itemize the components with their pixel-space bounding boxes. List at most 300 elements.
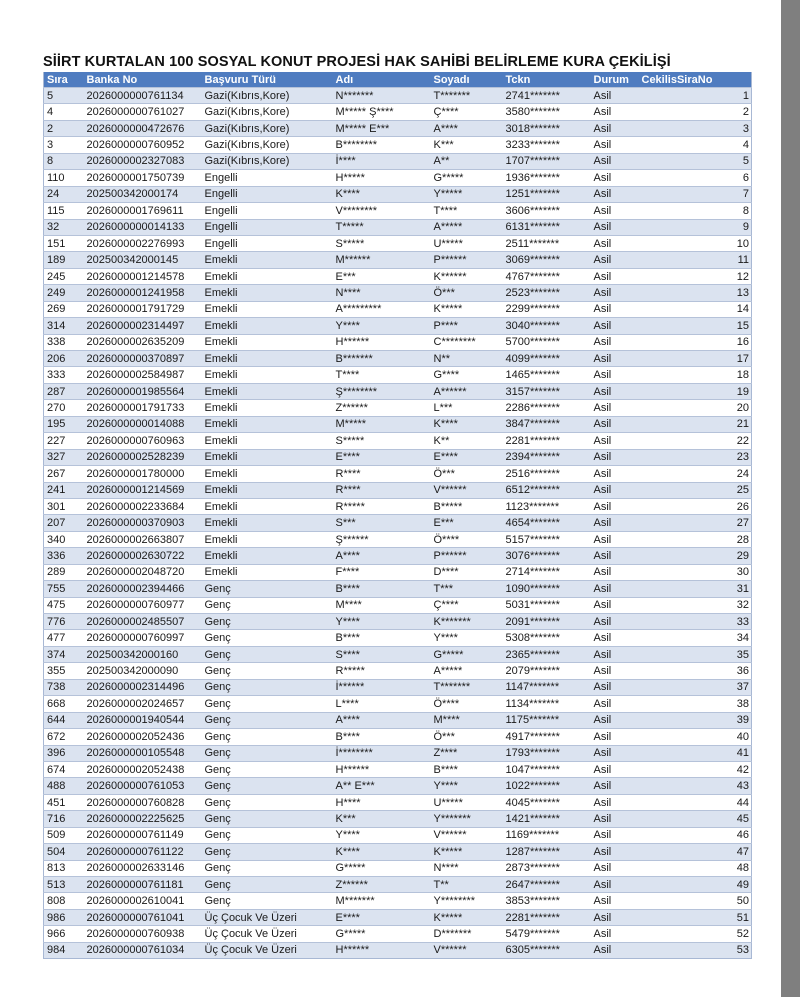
cell-basvuru-turu: Gazi(Kıbrıs,Kore) <box>202 88 333 104</box>
cell-durum: Asil <box>591 367 639 383</box>
cell-tckn: 4045******* <box>503 794 591 810</box>
cell-basvuru-turu: Genç <box>202 761 333 777</box>
table-row <box>44 203 752 219</box>
cell-durum: Asil <box>591 235 639 251</box>
cell-banka-no: 2026000001940544 <box>84 712 202 728</box>
cell-tckn: 4767******* <box>503 268 591 284</box>
cell-tckn: 5700******* <box>503 334 591 350</box>
cell-cekilis-sira-no: 19 <box>639 383 752 399</box>
table-row <box>44 383 752 399</box>
cell-adi: M******* <box>333 893 431 909</box>
cell-cekilis-sira-no: 47 <box>639 844 752 860</box>
cell-cekilis-sira-no: 9 <box>639 219 752 235</box>
cell-banka-no: 2026000000760938 <box>84 926 202 942</box>
cell-soyadi: K**** <box>431 416 503 432</box>
cell-banka-no: 2026000000105548 <box>84 745 202 761</box>
header-banka-no: Banka No <box>86 73 138 86</box>
cell-basvuru-turu: Engelli <box>202 219 333 235</box>
cell-durum: Asil <box>591 942 639 958</box>
cell-tckn: 1169******* <box>503 827 591 843</box>
cell-durum: Asil <box>591 564 639 580</box>
table-row <box>44 597 752 613</box>
table-row <box>44 334 752 350</box>
cell-basvuru-turu: Emekli <box>202 482 333 498</box>
cell-soyadi: G***** <box>431 170 503 186</box>
cell-tckn: 5031******* <box>503 597 591 613</box>
cell-durum: Asil <box>591 877 639 893</box>
cell-durum: Asil <box>591 252 639 268</box>
cell-tckn: 2647******* <box>503 877 591 893</box>
cell-banka-no: 2026000001214569 <box>84 482 202 498</box>
cell-basvuru-turu: Gazi(Kıbrıs,Kore) <box>202 104 333 120</box>
cell-cekilis-sira-no: 7 <box>639 186 752 202</box>
cell-cekilis-sira-no: 2 <box>639 104 752 120</box>
cell-banka-no: 2026000002052438 <box>84 761 202 777</box>
cell-basvuru-turu: Emekli <box>202 400 333 416</box>
table-row <box>44 433 752 449</box>
cell-adi: M***** <box>333 416 431 432</box>
cell-cekilis-sira-no: 49 <box>639 877 752 893</box>
cell-adi: H****** <box>333 761 431 777</box>
cell-sira: 5 <box>44 88 84 104</box>
cell-banka-no: 2026000001985564 <box>84 383 202 399</box>
cell-basvuru-turu: Emekli <box>202 367 333 383</box>
cell-adi: E*** <box>333 268 431 284</box>
cell-tckn: 4917******* <box>503 729 591 745</box>
cell-tckn: 1022******* <box>503 778 591 794</box>
cell-soyadi: A****** <box>431 383 503 399</box>
cell-tckn: 4654******* <box>503 515 591 531</box>
cell-tckn: 2281******* <box>503 433 591 449</box>
cell-sira: 249 <box>44 285 84 301</box>
document-page <box>43 52 751 959</box>
cell-basvuru-turu: Üç Çocuk Ve Üzeri <box>202 909 333 925</box>
viewer-side-bar <box>781 0 800 997</box>
cell-sira: 755 <box>44 581 84 597</box>
cell-soyadi: N**** <box>431 860 503 876</box>
cell-adi: A**** <box>333 712 431 728</box>
cell-soyadi: P**** <box>431 318 503 334</box>
cell-sira: 451 <box>44 794 84 810</box>
cell-basvuru-turu: Genç <box>202 646 333 662</box>
cell-adi: G***** <box>333 860 431 876</box>
cell-cekilis-sira-no: 4 <box>639 137 752 153</box>
cell-adi: B**** <box>333 729 431 745</box>
cell-cekilis-sira-no: 28 <box>639 531 752 547</box>
table-row <box>44 614 752 630</box>
cell-soyadi: D**** <box>431 564 503 580</box>
cell-banka-no: 2026000000760997 <box>84 630 202 646</box>
cell-sira: 716 <box>44 811 84 827</box>
cell-sira: 245 <box>44 268 84 284</box>
cell-sira: 504 <box>44 844 84 860</box>
cell-basvuru-turu: Genç <box>202 893 333 909</box>
cell-adi: H****** <box>333 334 431 350</box>
cell-sira: 396 <box>44 745 84 761</box>
cell-tckn: 2741******* <box>503 88 591 104</box>
cell-banka-no: 2026000000014088 <box>84 416 202 432</box>
cell-durum: Asil <box>591 630 639 646</box>
cell-tckn: 3606******* <box>503 203 591 219</box>
cell-durum: Asil <box>591 860 639 876</box>
cell-sira: 644 <box>44 712 84 728</box>
cell-sira: 270 <box>44 400 84 416</box>
cell-soyadi: E**** <box>431 449 503 465</box>
cell-durum: Asil <box>591 581 639 597</box>
cell-soyadi: K***** <box>431 301 503 317</box>
cell-sira: 115 <box>44 203 84 219</box>
cell-tckn: 1123******* <box>503 498 591 514</box>
cell-sira: 287 <box>44 383 84 399</box>
cell-cekilis-sira-no: 8 <box>639 203 752 219</box>
cell-sira: 674 <box>44 761 84 777</box>
cell-adi: N**** <box>333 285 431 301</box>
header-tckn: Tckn <box>505 73 531 86</box>
cell-adi: H**** <box>333 794 431 810</box>
table-row <box>44 153 752 169</box>
cell-cekilis-sira-no: 52 <box>639 926 752 942</box>
cell-durum: Asil <box>591 120 639 136</box>
header-cekilis-sira-no: CekilisSiraNo <box>641 73 713 86</box>
cell-adi: F**** <box>333 564 431 580</box>
cell-soyadi: N** <box>431 351 503 367</box>
lottery-results-table <box>43 72 752 959</box>
cell-banka-no: 2026000000761149 <box>84 827 202 843</box>
cell-durum: Asil <box>591 696 639 712</box>
table-row <box>44 466 752 482</box>
cell-banka-no: 2026000001750739 <box>84 170 202 186</box>
cell-tckn: 6512******* <box>503 482 591 498</box>
table-row <box>44 712 752 728</box>
cell-soyadi: L*** <box>431 400 503 416</box>
cell-cekilis-sira-no: 24 <box>639 466 752 482</box>
cell-tckn: 3847******* <box>503 416 591 432</box>
table-row <box>44 137 752 153</box>
cell-cekilis-sira-no: 53 <box>639 942 752 958</box>
cell-cekilis-sira-no: 27 <box>639 515 752 531</box>
cell-banka-no: 2026000000761034 <box>84 942 202 958</box>
cell-tckn: 1465******* <box>503 367 591 383</box>
cell-adi: M**** <box>333 597 431 613</box>
cell-adi: Y**** <box>333 318 431 334</box>
cell-soyadi: B**** <box>431 761 503 777</box>
cell-sira: 3 <box>44 137 84 153</box>
table-row <box>44 630 752 646</box>
cell-sira: 668 <box>44 696 84 712</box>
cell-adi: B**** <box>333 630 431 646</box>
cell-durum: Asil <box>591 88 639 104</box>
cell-basvuru-turu: Genç <box>202 844 333 860</box>
cell-tckn: 6305******* <box>503 942 591 958</box>
table-row <box>44 581 752 597</box>
cell-adi: K*** <box>333 811 431 827</box>
cell-soyadi: Y******** <box>431 893 503 909</box>
cell-soyadi: Ç**** <box>431 597 503 613</box>
cell-durum: Asil <box>591 400 639 416</box>
table-row <box>44 564 752 580</box>
cell-soyadi: K***** <box>431 909 503 925</box>
cell-cekilis-sira-no: 31 <box>639 581 752 597</box>
cell-banka-no: 2026000000761041 <box>84 909 202 925</box>
cell-tckn: 1090******* <box>503 581 591 597</box>
table-row <box>44 235 752 251</box>
table-row <box>44 942 752 958</box>
cell-basvuru-turu: Gazi(Kıbrıs,Kore) <box>202 120 333 136</box>
cell-cekilis-sira-no: 20 <box>639 400 752 416</box>
cell-basvuru-turu: Engelli <box>202 186 333 202</box>
cell-tckn: 2873******* <box>503 860 591 876</box>
cell-adi: Y**** <box>333 827 431 843</box>
cell-tckn: 3069******* <box>503 252 591 268</box>
cell-sira: 340 <box>44 531 84 547</box>
table-row <box>44 301 752 317</box>
cell-tckn: 3580******* <box>503 104 591 120</box>
cell-tckn: 3853******* <box>503 893 591 909</box>
cell-sira: 475 <box>44 597 84 613</box>
table-row <box>44 745 752 761</box>
cell-adi: B******** <box>333 137 431 153</box>
cell-durum: Asil <box>591 170 639 186</box>
cell-cekilis-sira-no: 41 <box>639 745 752 761</box>
cell-basvuru-turu: Emekli <box>202 351 333 367</box>
cell-durum: Asil <box>591 416 639 432</box>
cell-adi: R***** <box>333 663 431 679</box>
cell-basvuru-turu: Üç Çocuk Ve Üzeri <box>202 926 333 942</box>
cell-basvuru-turu: Genç <box>202 679 333 695</box>
cell-durum: Asil <box>591 893 639 909</box>
cell-tckn: 1047******* <box>503 761 591 777</box>
cell-sira: 776 <box>44 614 84 630</box>
cell-adi: K**** <box>333 844 431 860</box>
cell-cekilis-sira-no: 29 <box>639 548 752 564</box>
cell-tckn: 1175******* <box>503 712 591 728</box>
cell-soyadi: A***** <box>431 663 503 679</box>
cell-adi: V******** <box>333 203 431 219</box>
cell-banka-no: 2026000000760963 <box>84 433 202 449</box>
cell-cekilis-sira-no: 21 <box>639 416 752 432</box>
cell-durum: Asil <box>591 285 639 301</box>
table-header-row <box>44 72 752 88</box>
cell-cekilis-sira-no: 42 <box>639 761 752 777</box>
cell-cekilis-sira-no: 35 <box>639 646 752 662</box>
cell-adi: Ş******** <box>333 383 431 399</box>
cell-banka-no: 2026000000472676 <box>84 120 202 136</box>
cell-banka-no: 2026000002052436 <box>84 729 202 745</box>
cell-tckn: 1287******* <box>503 844 591 860</box>
cell-tckn: 6131******* <box>503 219 591 235</box>
cell-soyadi: Ö*** <box>431 285 503 301</box>
cell-cekilis-sira-no: 45 <box>639 811 752 827</box>
cell-tckn: 5308******* <box>503 630 591 646</box>
cell-durum: Asil <box>591 153 639 169</box>
cell-cekilis-sira-no: 50 <box>639 893 752 909</box>
table-row <box>44 351 752 367</box>
cell-tckn: 2523******* <box>503 285 591 301</box>
cell-soyadi: A***** <box>431 219 503 235</box>
cell-basvuru-turu: Genç <box>202 663 333 679</box>
cell-tckn: 2714******* <box>503 564 591 580</box>
table-row <box>44 679 752 695</box>
table-row <box>44 88 752 104</box>
cell-soyadi: V****** <box>431 827 503 843</box>
cell-tckn: 3233******* <box>503 137 591 153</box>
cell-durum: Asil <box>591 301 639 317</box>
table-row <box>44 416 752 432</box>
cell-durum: Asil <box>591 219 639 235</box>
cell-sira: 672 <box>44 729 84 745</box>
cell-cekilis-sira-no: 22 <box>639 433 752 449</box>
cell-sira: 195 <box>44 416 84 432</box>
cell-basvuru-turu: Genç <box>202 794 333 810</box>
cell-basvuru-turu: Engelli <box>202 203 333 219</box>
header-sira: Sıra <box>47 73 68 86</box>
cell-sira: 327 <box>44 449 84 465</box>
cell-banka-no: 2026000001214578 <box>84 268 202 284</box>
cell-banka-no: 2026000002635209 <box>84 334 202 350</box>
cell-sira: 813 <box>44 860 84 876</box>
cell-soyadi: A**** <box>431 120 503 136</box>
cell-basvuru-turu: Emekli <box>202 301 333 317</box>
table-row <box>44 909 752 925</box>
cell-cekilis-sira-no: 10 <box>639 235 752 251</box>
cell-cekilis-sira-no: 26 <box>639 498 752 514</box>
cell-soyadi: T******* <box>431 679 503 695</box>
cell-adi: H***** <box>333 170 431 186</box>
cell-sira: 336 <box>44 548 84 564</box>
cell-adi: Z****** <box>333 877 431 893</box>
cell-cekilis-sira-no: 17 <box>639 351 752 367</box>
cell-durum: Asil <box>591 794 639 810</box>
cell-soyadi: P****** <box>431 548 503 564</box>
table-row <box>44 400 752 416</box>
table-row <box>44 285 752 301</box>
cell-basvuru-turu: Emekli <box>202 548 333 564</box>
cell-adi: R**** <box>333 482 431 498</box>
cell-basvuru-turu: Genç <box>202 597 333 613</box>
cell-cekilis-sira-no: 39 <box>639 712 752 728</box>
cell-cekilis-sira-no: 18 <box>639 367 752 383</box>
cell-banka-no: 2026000000760977 <box>84 597 202 613</box>
cell-soyadi: K***** <box>431 844 503 860</box>
cell-banka-no: 2026000000761027 <box>84 104 202 120</box>
cell-soyadi: V****** <box>431 482 503 498</box>
cell-cekilis-sira-no: 36 <box>639 663 752 679</box>
cell-tckn: 1251******* <box>503 186 591 202</box>
cell-adi: İ****** <box>333 679 431 695</box>
cell-cekilis-sira-no: 1 <box>639 88 752 104</box>
table-row <box>44 268 752 284</box>
cell-basvuru-turu: Emekli <box>202 268 333 284</box>
cell-basvuru-turu: Gazi(Kıbrıs,Kore) <box>202 137 333 153</box>
cell-tckn: 2299******* <box>503 301 591 317</box>
table-row <box>44 186 752 202</box>
table-row <box>44 498 752 514</box>
cell-sira: 966 <box>44 926 84 942</box>
table-row <box>44 926 752 942</box>
cell-adi: T**** <box>333 367 431 383</box>
cell-sira: 151 <box>44 235 84 251</box>
cell-durum: Asil <box>591 844 639 860</box>
cell-soyadi: U***** <box>431 235 503 251</box>
cell-durum: Asil <box>591 548 639 564</box>
cell-soyadi: D******* <box>431 926 503 942</box>
cell-banka-no: 2026000002663807 <box>84 531 202 547</box>
header-adi: Adı <box>335 73 354 86</box>
cell-adi: E**** <box>333 449 431 465</box>
cell-banka-no: 2026000002610041 <box>84 893 202 909</box>
cell-basvuru-turu: Genç <box>202 696 333 712</box>
cell-banka-no: 2026000000370897 <box>84 351 202 367</box>
cell-banka-no: 2026000001769611 <box>84 203 202 219</box>
table-row <box>44 548 752 564</box>
cell-banka-no: 2026000000761053 <box>84 778 202 794</box>
cell-durum: Asil <box>591 729 639 745</box>
cell-basvuru-turu: Genç <box>202 581 333 597</box>
cell-adi: R**** <box>333 466 431 482</box>
table-row <box>44 696 752 712</box>
cell-tckn: 5479******* <box>503 926 591 942</box>
cell-sira: 509 <box>44 827 84 843</box>
cell-soyadi: Ç**** <box>431 104 503 120</box>
cell-basvuru-turu: Genç <box>202 811 333 827</box>
cell-durum: Asil <box>591 531 639 547</box>
cell-basvuru-turu: Emekli <box>202 433 333 449</box>
cell-cekilis-sira-no: 14 <box>639 301 752 317</box>
cell-sira: 24 <box>44 186 84 202</box>
cell-soyadi: Ö*** <box>431 729 503 745</box>
cell-banka-no: 2026000002327083 <box>84 153 202 169</box>
cell-adi: Ş****** <box>333 531 431 547</box>
cell-cekilis-sira-no: 15 <box>639 318 752 334</box>
cell-banka-no: 2026000002233684 <box>84 498 202 514</box>
cell-banka-no: 202500342000145 <box>84 252 202 268</box>
table-row <box>44 827 752 843</box>
cell-adi: S***** <box>333 433 431 449</box>
cell-banka-no: 2026000000760828 <box>84 794 202 810</box>
cell-basvuru-turu: Emekli <box>202 564 333 580</box>
cell-durum: Asil <box>591 383 639 399</box>
cell-durum: Asil <box>591 351 639 367</box>
cell-adi: S***** <box>333 235 431 251</box>
cell-soyadi: Z**** <box>431 745 503 761</box>
cell-banka-no: 2026000000014133 <box>84 219 202 235</box>
cell-tckn: 2394******* <box>503 449 591 465</box>
cell-durum: Asil <box>591 466 639 482</box>
cell-adi: A**** <box>333 548 431 564</box>
cell-banka-no: 2026000001780000 <box>84 466 202 482</box>
cell-durum: Asil <box>591 761 639 777</box>
cell-sira: 4 <box>44 104 84 120</box>
cell-sira: 986 <box>44 909 84 925</box>
cell-basvuru-turu: Emekli <box>202 285 333 301</box>
table-row <box>44 761 752 777</box>
table-row <box>44 120 752 136</box>
cell-soyadi: Y***** <box>431 186 503 202</box>
cell-basvuru-turu: Emekli <box>202 318 333 334</box>
cell-adi: E**** <box>333 909 431 925</box>
table-row <box>44 646 752 662</box>
cell-basvuru-turu: Genç <box>202 827 333 843</box>
cell-cekilis-sira-no: 13 <box>639 285 752 301</box>
table-row <box>44 893 752 909</box>
cell-durum: Asil <box>591 663 639 679</box>
cell-adi: A********* <box>333 301 431 317</box>
cell-sira: 738 <box>44 679 84 695</box>
cell-banka-no: 2026000000761134 <box>84 88 202 104</box>
cell-basvuru-turu: Genç <box>202 712 333 728</box>
cell-durum: Asil <box>591 778 639 794</box>
cell-soyadi: K** <box>431 433 503 449</box>
